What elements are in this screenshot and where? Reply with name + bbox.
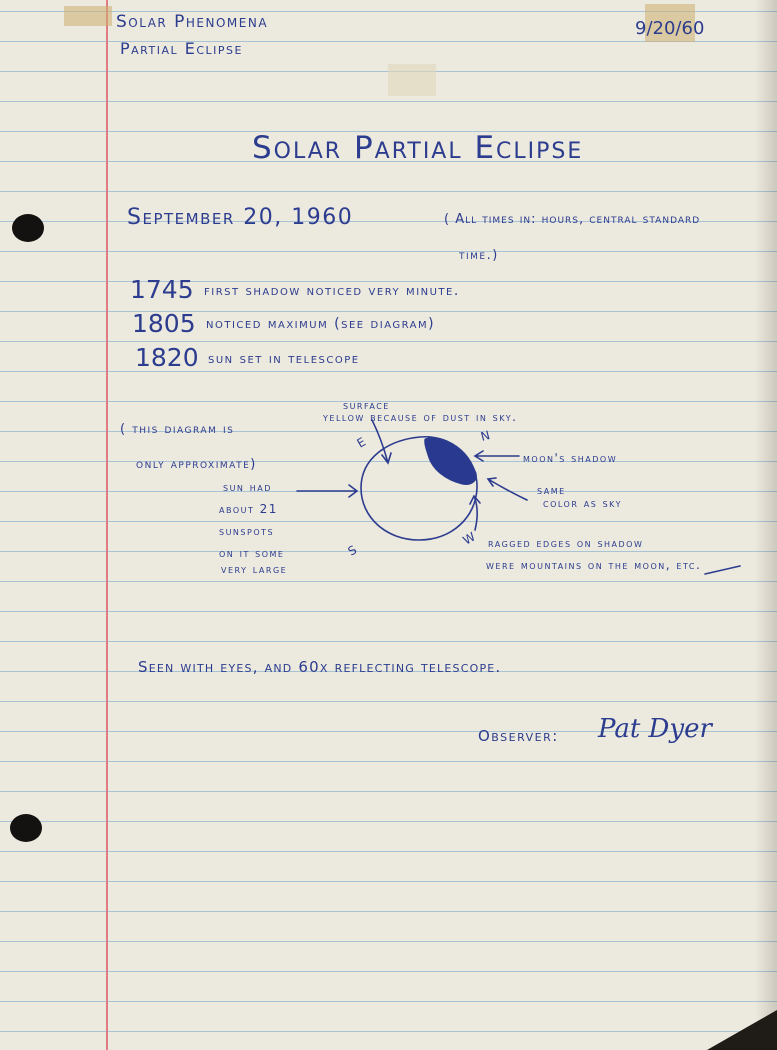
ragged-edge-arrow xyxy=(470,496,480,530)
sun-note-line-3: sunspots xyxy=(219,524,275,538)
surface-color-label: yellow because of dust in sky. xyxy=(323,410,518,424)
direction-north: N xyxy=(479,428,492,444)
observation-date: September 20, 1960 xyxy=(127,205,354,230)
same-color-label-line-1: same xyxy=(537,483,566,497)
sun-note-line-5: very large xyxy=(221,562,288,576)
log-time-1820: 1820 xyxy=(135,343,199,372)
page-title: Solar Partial Eclipse xyxy=(252,130,584,166)
diagram-note-line-2: only approximate) xyxy=(136,457,257,472)
direction-south: S xyxy=(345,542,360,559)
sun-note-line-1: sun had xyxy=(223,480,272,494)
sun-note-arrow xyxy=(297,485,357,497)
edge-underline xyxy=(705,566,740,574)
direction-west: W xyxy=(460,529,478,548)
instrument-note: Seen with eyes, and 60x reflecting telescope. xyxy=(138,658,502,676)
observer-signature: Pat Dyer xyxy=(598,714,712,744)
header-category: Solar Phenomena xyxy=(116,12,269,32)
moon-shadow xyxy=(425,438,477,485)
times-note-line-2: time.) xyxy=(459,248,499,263)
log-event-1820: sun set in telescope xyxy=(208,351,360,367)
times-note-line-1: ( All times in: hours, central standard xyxy=(444,212,701,227)
surface-label: surface xyxy=(343,399,390,412)
ragged-edges-label-line-1: ragged edges on shadow xyxy=(488,536,644,550)
header-subcategory: Partial Eclipse xyxy=(120,39,243,58)
header-date-stamp: 9/20/60 xyxy=(635,18,705,39)
log-event-1745: first shadow noticed very minute. xyxy=(204,283,460,299)
shadow-label-arrow xyxy=(475,451,519,461)
sun-note-line-4: on it some xyxy=(219,546,285,560)
same-color-arrow xyxy=(488,478,527,500)
diagram-note-line-1: ( this diagram is xyxy=(120,422,235,437)
log-time-1805: 1805 xyxy=(132,309,196,338)
log-time-1745: 1745 xyxy=(130,275,194,304)
direction-east: E xyxy=(354,434,369,451)
moon-shadow-label: moon's shadow xyxy=(523,451,618,465)
observer-label: Observer: xyxy=(478,727,559,745)
log-event-1805: noticed maximum (see diagram) xyxy=(206,316,436,332)
same-color-label-line-2: color as sky xyxy=(543,496,623,510)
ragged-edges-label-line-2: were mountains on the moon, etc. xyxy=(486,558,702,572)
sun-note-line-2: about 21 xyxy=(219,502,278,516)
